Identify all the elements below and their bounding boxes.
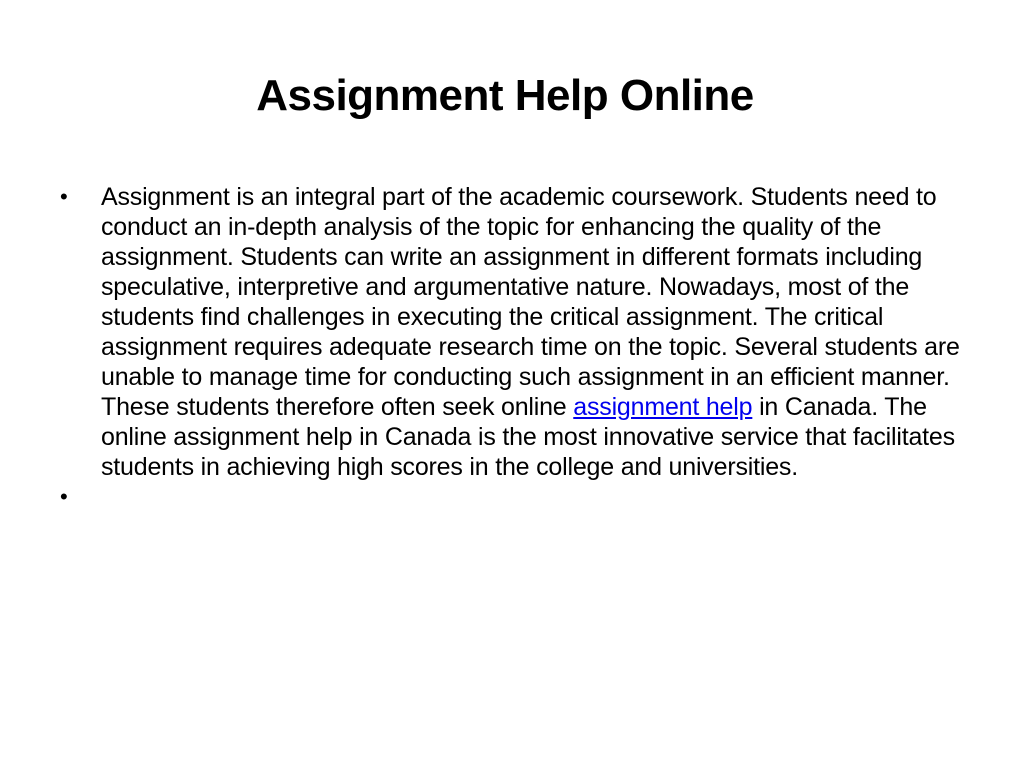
assignment-help-link[interactable]: assignment help [573, 393, 753, 421]
bullet-icon: • [60, 184, 68, 209]
bullet-item-empty [60, 482, 965, 512]
bullet-icon: • [60, 484, 68, 509]
bullet-text-continued: in Canada. The online assignment help in Canada is the most innovative service that facilitates students in achieving high scores in the college and universities. [101, 393, 955, 481]
bullet-list [60, 182, 965, 512]
bullet-item [60, 182, 965, 482]
slide-title: Assignment Help Online [256, 71, 754, 120]
bullet-text: Assignment is an integral part of the academic coursework. Students need to conduct an in-depth analysis of the topic for enhancing the quality of the assignment. Students can write an assignment in different formats including speculative, interpretive and argumentative nature. Nowadays, most of the students find challenges in executing the critical assignment. The critical assignment requires adequate research time on the topic. Several students are unable to manage time for conducting such assignment in an efficient manner. These students therefore often seek online [101, 183, 960, 421]
